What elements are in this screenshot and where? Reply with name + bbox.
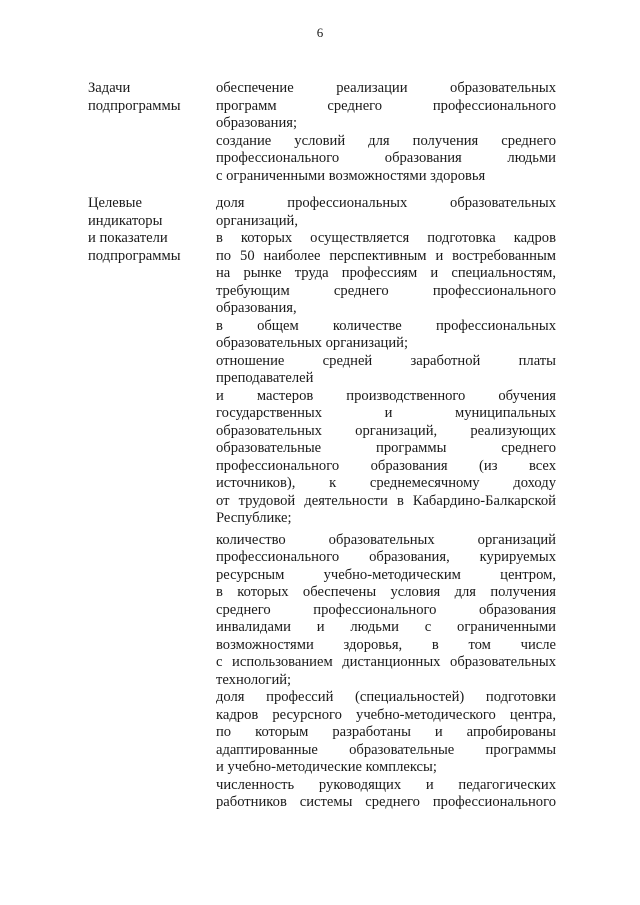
label-line: и показатели — [88, 230, 168, 246]
text-line: среднего профессионального образования — [216, 601, 556, 618]
text-line: программ среднего профессионального — [216, 97, 556, 114]
text-line: и мастеров производственного обучения — [216, 387, 556, 404]
label-line: подпрограммы — [88, 247, 181, 264]
text-line: доля профессий (специальностей) подготовки — [216, 689, 556, 705]
text-line: технологий; — [216, 671, 292, 688]
text-line: профессионального образования, курируемых — [216, 549, 556, 565]
section-text-tasks — [216, 80, 556, 185]
text-line: образования, — [216, 300, 297, 316]
section-label-indicators — [88, 195, 213, 265]
text-line: образовательные программы среднего — [216, 440, 556, 456]
text-line: источников), к среднемесячному доходу — [216, 475, 556, 491]
text-line: с ограниченными возможностями здоровья — [216, 167, 486, 184]
text-line: адаптированные образовательные программы — [216, 741, 556, 758]
text-line: кадров ресурсного учебно-методического центра, — [216, 706, 556, 723]
text-line: по 50 наиболее перспективным и востребованным — [216, 247, 556, 264]
text-line: доля профессиональных образовательных — [216, 195, 556, 211]
text-line: инвалидами и людьми с ограниченными — [216, 619, 556, 635]
text-line: количество образовательных организаций — [216, 531, 556, 548]
label-line: подпрограммы — [88, 97, 181, 114]
section-label-tasks — [88, 80, 213, 115]
text-line: создание условий для получения среднего — [216, 132, 556, 149]
text-line: на рынке труда профессиям и специальностям, — [216, 265, 556, 281]
text-line: по которым разработаны и апробированы — [216, 724, 556, 740]
text-line: профессионального образования людьми — [216, 150, 556, 166]
text-line: организаций, — [216, 212, 298, 229]
text-line: ресурсным учебно-методическим центром, — [216, 566, 556, 583]
page-number: 6 — [316, 25, 324, 40]
text-line: возможностями здоровья, в том числе — [216, 636, 556, 653]
text-line: обеспечение реализации образовательных — [216, 80, 556, 96]
text-line: образовательных организаций; — [216, 335, 409, 351]
text-line: преподавателей — [216, 370, 314, 386]
text-line: с использованием дистанционных образовательных — [216, 654, 556, 670]
text-line: образования; — [216, 115, 298, 131]
text-line: от трудовой деятельности в Кабардино-Балкарской — [216, 492, 556, 509]
label-line: Целевые — [88, 195, 142, 211]
text-line: в которых осуществляется подготовка кадров — [216, 230, 556, 246]
text-line: работников системы среднего профессионального — [216, 794, 556, 810]
text-line: численность руководящих и педагогических — [216, 776, 556, 793]
text-line: образовательных организаций, реализующих — [216, 422, 556, 439]
text-line: требующим среднего профессионального — [216, 282, 556, 299]
text-line: отношение средней заработной платы — [216, 352, 556, 369]
label-line: Задачи — [88, 80, 131, 96]
text-line: государственных и муниципальных — [216, 405, 556, 421]
text-line: профессионального образования (из всех — [216, 457, 556, 474]
text-line: в общем количестве профессиональных — [216, 317, 556, 334]
section-text-indicators — [216, 195, 556, 812]
text-line: Республике; — [216, 510, 292, 526]
text-line: и учебно-методические комплексы; — [216, 759, 437, 775]
text-line: в которых обеспечены условия для получения — [216, 584, 556, 600]
label-line: индикаторы — [88, 212, 163, 229]
